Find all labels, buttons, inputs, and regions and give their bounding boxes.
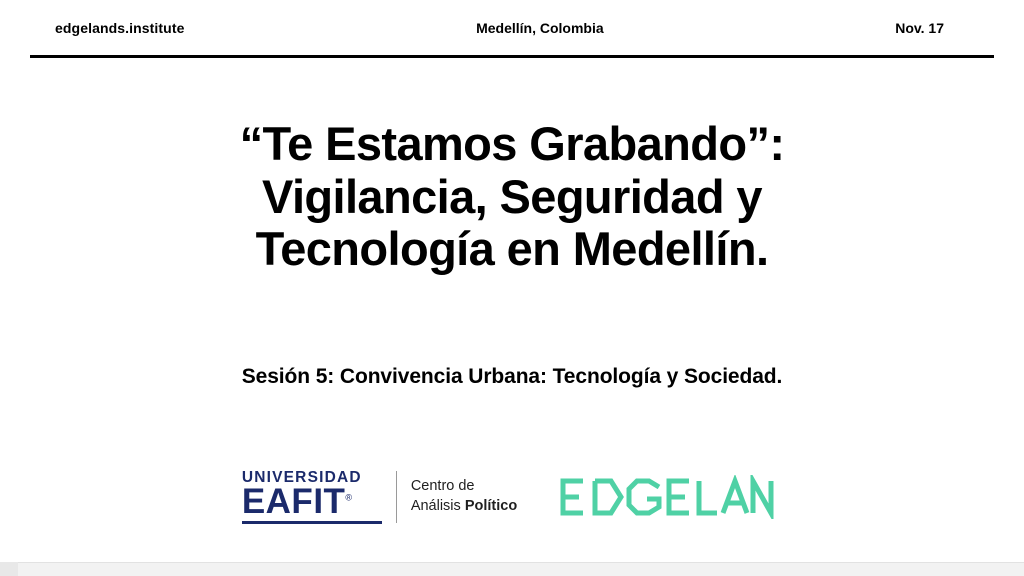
edgelands-logo (557, 475, 782, 519)
title-line-2: Vigilancia, Seguridad y (262, 169, 762, 223)
logo-divider (396, 471, 397, 523)
centro-line-2 (411, 497, 517, 517)
centro-analisis-politico-logo (411, 477, 557, 516)
centro-line-2-bold: Político (464, 497, 518, 514)
slide-header (30, 20, 994, 58)
eafit-registered-mark: ® (345, 491, 353, 502)
eafit-universidad-label: UNIVERSIDAD (241, 469, 362, 486)
header-institute-label: edgelands.institute (55, 20, 185, 36)
eafit-wordmark-text: EAFIT (241, 481, 346, 521)
bottom-scrollbar[interactable] (0, 562, 1024, 576)
centro-line-2-normal: Análisis (410, 497, 465, 514)
scrollbar-left-cap[interactable] (0, 562, 18, 576)
header-location-label: Medellín, Colombia (476, 20, 604, 36)
eafit-underline (242, 521, 382, 524)
centro-line-1: Centro de (410, 478, 475, 495)
eafit-logo (242, 470, 396, 524)
slide-title (0, 118, 1024, 276)
title-line-1: “Te Estamos Grabando”: (239, 117, 785, 170)
header-date-label: Nov. 17 (895, 20, 944, 36)
eafit-wordmark (241, 481, 353, 521)
edgelands-wordmark-icon (557, 475, 782, 519)
logo-row (0, 470, 1024, 524)
title-line-3: Tecnología en Medellín. (255, 222, 769, 276)
slide-subtitle: Sesión 5: Convivencia Urbana: Tecnología y Sociedad. (241, 365, 783, 388)
